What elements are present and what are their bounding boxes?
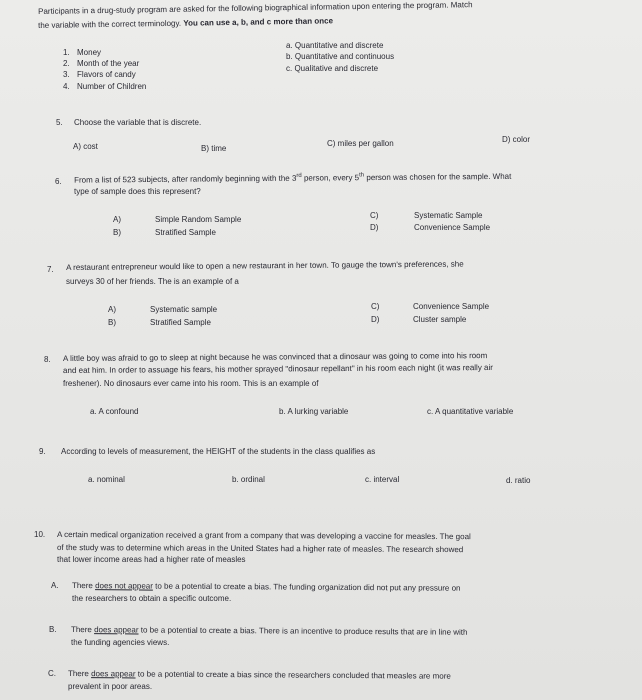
intro-line-2 [38,15,333,31]
q7-option-d: D) Cluster sample [371,315,467,324]
q10-line-1: A certain medical organization received a grant from a company that was developing a vaccine for measles. The goal [56,530,471,542]
q5-option-d: D) color [502,135,531,144]
intro-line-2-bold: You can use a, b, and c more than once [183,16,334,28]
q8-option-a: a. A confound [90,407,139,416]
q10-option-a-line-1: There does not appear to be a potential to create a bias. The funding organization did not put any pressure on [71,581,461,593]
match-item: 2. Month of the year [63,59,140,68]
q5-option-b: B) time [201,144,227,153]
q7-line-1: A restaurant entrepreneur would like to open a new restaurant in her town. To gauge the town's preferences, she [66,259,464,272]
match-item: 3. Flavors of candy [63,70,136,79]
match-term: a. Quantitative and discrete [286,41,384,50]
intro-line-2-text: the variable with the correct terminology. [38,18,182,30]
q10-line-3: that lower income areas had a higher rate of measles [57,555,246,564]
q5-option-c: C) miles per gallon [327,139,394,148]
q5-text: Choose the variable that is discrete. [74,118,202,127]
q9-option-b: b. ordinal [232,475,265,484]
q8-line-3: freshener). No dinosaurs ever came into his room. This is an example of [63,379,319,388]
q5-option-a: A) cost [73,142,98,151]
match-item: 1. Money [63,48,102,57]
q6-option-b: B) Stratified Sample [113,228,216,237]
q7-number: 7. [47,265,54,274]
q6-number: 6. [55,177,62,186]
match-term: c. Qualitative and discrete [286,64,379,73]
q6-option-d: D) Convenience Sample [370,223,491,232]
q10-option-c-line-2: prevalent in poor areas. [68,682,153,691]
q8-line-1: A little boy was afraid to go to sleep at night because he was convinced that a dinosaur was going to come into his room [63,351,488,363]
q9-number: 9. [39,447,46,456]
q8-option-b: b. A lurking variable [279,407,349,416]
match-item: 4. Number of Children [63,82,147,91]
q6-line-1: From a list of 523 subjects, after randomly beginning with the 3rd person, every 5th person was chosen for the sample. What [74,171,512,185]
q6-option-c: C) Systematic Sample [370,211,483,220]
q10-option-b-line-2: the funding agencies views. [71,638,170,647]
q10-line-2: of the study was to determine which areas in the United States had a higher rate of measles. The research showed [56,543,464,555]
q9-option-d: d. ratio [506,476,531,485]
q6-option-a: A) Simple Random Sample [113,215,242,224]
q10-option-c-line-1: There does appear to be a potential to create a bias since the researchers concluded that measles are more [67,669,451,681]
q10-number: 10. [34,530,46,539]
q5-number: 5. [56,118,63,127]
q10-option-b-line-1: There does appear to be a potential to create a bias. There is an incentive to produce results that are in line with [70,625,468,637]
q10-option-a-letter: A. [51,581,59,590]
q8-number: 8. [44,355,51,364]
q7-option-b: B) Stratified Sample [108,318,211,327]
q7-option-a: A) Systematic sample [108,305,218,314]
q10-option-b-letter: B. [49,625,57,634]
intro-line-1: Participants in a drug-study program are asked for the following biographical information upon entering the program. Match [38,0,473,16]
q10-option-c-letter: C. [48,669,56,678]
q9-option-a: a. nominal [88,475,125,484]
q10-option-a-line-2: the researchers to obtain a specific outcome. [72,594,232,603]
q8-line-2: and eat him. In order to assuage his fears, his mother sprayed "dinosaur repellant" in his room each night (it was really air [63,362,493,375]
q7-line-2: surveys 30 of her friends. The is an example of a [66,277,239,286]
q9-text: According to levels of measurement, the HEIGHT of the students in the class qualifies as [61,447,376,456]
q6-line-2: type of sample does this represent? [74,187,201,196]
match-term: b. Quantitative and continuous [286,52,395,61]
q8-option-c: c. A quantitative variable [427,407,514,416]
q7-option-c: C) Convenience Sample [371,302,490,311]
q9-option-c: c. interval [365,475,400,484]
